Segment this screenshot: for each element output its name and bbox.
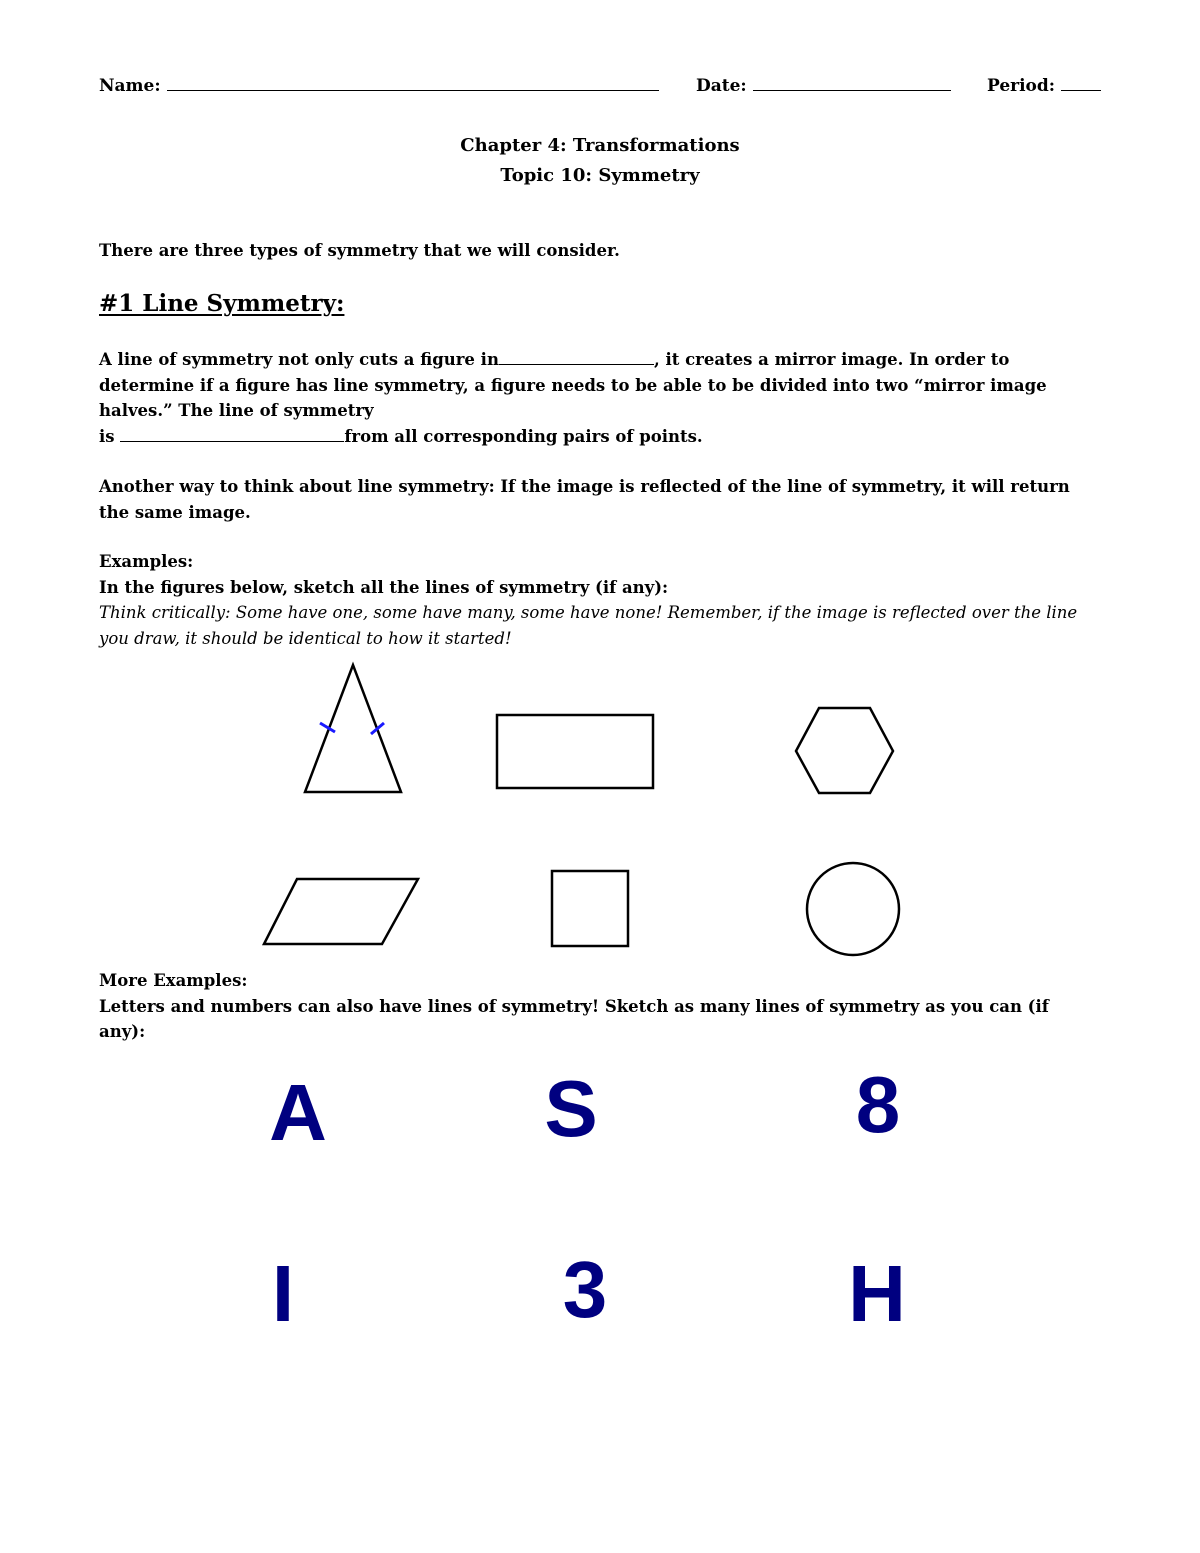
date-label: Date: bbox=[696, 76, 747, 96]
period-label: Period: bbox=[987, 76, 1056, 96]
examples-hint: Think critically: Some have one, some have many, some have none! Remember, if the image is reflected over the line you draw, it should be identical to how it started! bbox=[99, 603, 1078, 648]
examples-block bbox=[99, 549, 1099, 651]
period-field bbox=[987, 74, 1101, 96]
square[interactable] bbox=[550, 869, 631, 949]
letter-a[interactable]: A bbox=[269, 1068, 327, 1157]
definition-part1: A line of symmetry not only cuts a figure in bbox=[99, 350, 499, 369]
isosceles-triangle[interactable] bbox=[300, 660, 410, 800]
name-blank[interactable] bbox=[167, 74, 659, 91]
date-field bbox=[696, 74, 951, 96]
definition-part2: , it creates a mirror image. In order to determine if a figure has line symmetry, a figure needs to be able to be divided into two “mirror image halves.” The line of symmetry bbox=[99, 350, 1047, 420]
section-heading-line-symmetry: #1 Line Symmetry: bbox=[99, 290, 345, 317]
alternate-definition: Another way to think about line symmetry: If the image is reflected of the line of symmetry, it will return the same image. bbox=[99, 477, 1070, 522]
fill-in-blank-2[interactable] bbox=[120, 427, 344, 442]
digit-8[interactable]: 8 bbox=[855, 1060, 901, 1149]
more-examples-heading: More Examples: bbox=[99, 971, 248, 990]
circle[interactable] bbox=[804, 860, 902, 958]
hexagon[interactable] bbox=[793, 706, 897, 796]
definition-part3: from all corresponding pairs of points. bbox=[344, 426, 703, 446]
letter-h[interactable]: H bbox=[848, 1249, 906, 1338]
examples-instruction: In the figures below, sketch all the lines of symmetry (if any): bbox=[99, 577, 669, 597]
intro-text: There are three types of symmetry that we will consider. bbox=[99, 241, 620, 260]
name-field bbox=[99, 74, 659, 96]
letter-s[interactable]: S bbox=[544, 1064, 598, 1153]
name-label: Name: bbox=[99, 76, 161, 96]
more-examples-block bbox=[99, 968, 1099, 1045]
rectangle[interactable] bbox=[495, 713, 657, 791]
chapter-title: Chapter 4: Transformations bbox=[460, 135, 740, 156]
fill-in-blank-1[interactable] bbox=[499, 350, 654, 365]
period-blank[interactable] bbox=[1061, 74, 1101, 91]
more-examples-instruction: Letters and numbers can also have lines of symmetry! Sketch as many lines of symmetry as you can (if any): bbox=[99, 996, 1049, 1041]
definition-is: is bbox=[99, 426, 115, 446]
date-blank[interactable] bbox=[753, 74, 951, 91]
parallelogram[interactable] bbox=[261, 876, 421, 948]
topic-title: Topic 10: Symmetry bbox=[500, 165, 700, 186]
digit-3[interactable]: 3 bbox=[562, 1245, 608, 1334]
letter-i[interactable]: I bbox=[271, 1249, 295, 1338]
examples-heading: Examples: bbox=[99, 552, 194, 571]
definition-paragraph bbox=[99, 347, 1099, 449]
